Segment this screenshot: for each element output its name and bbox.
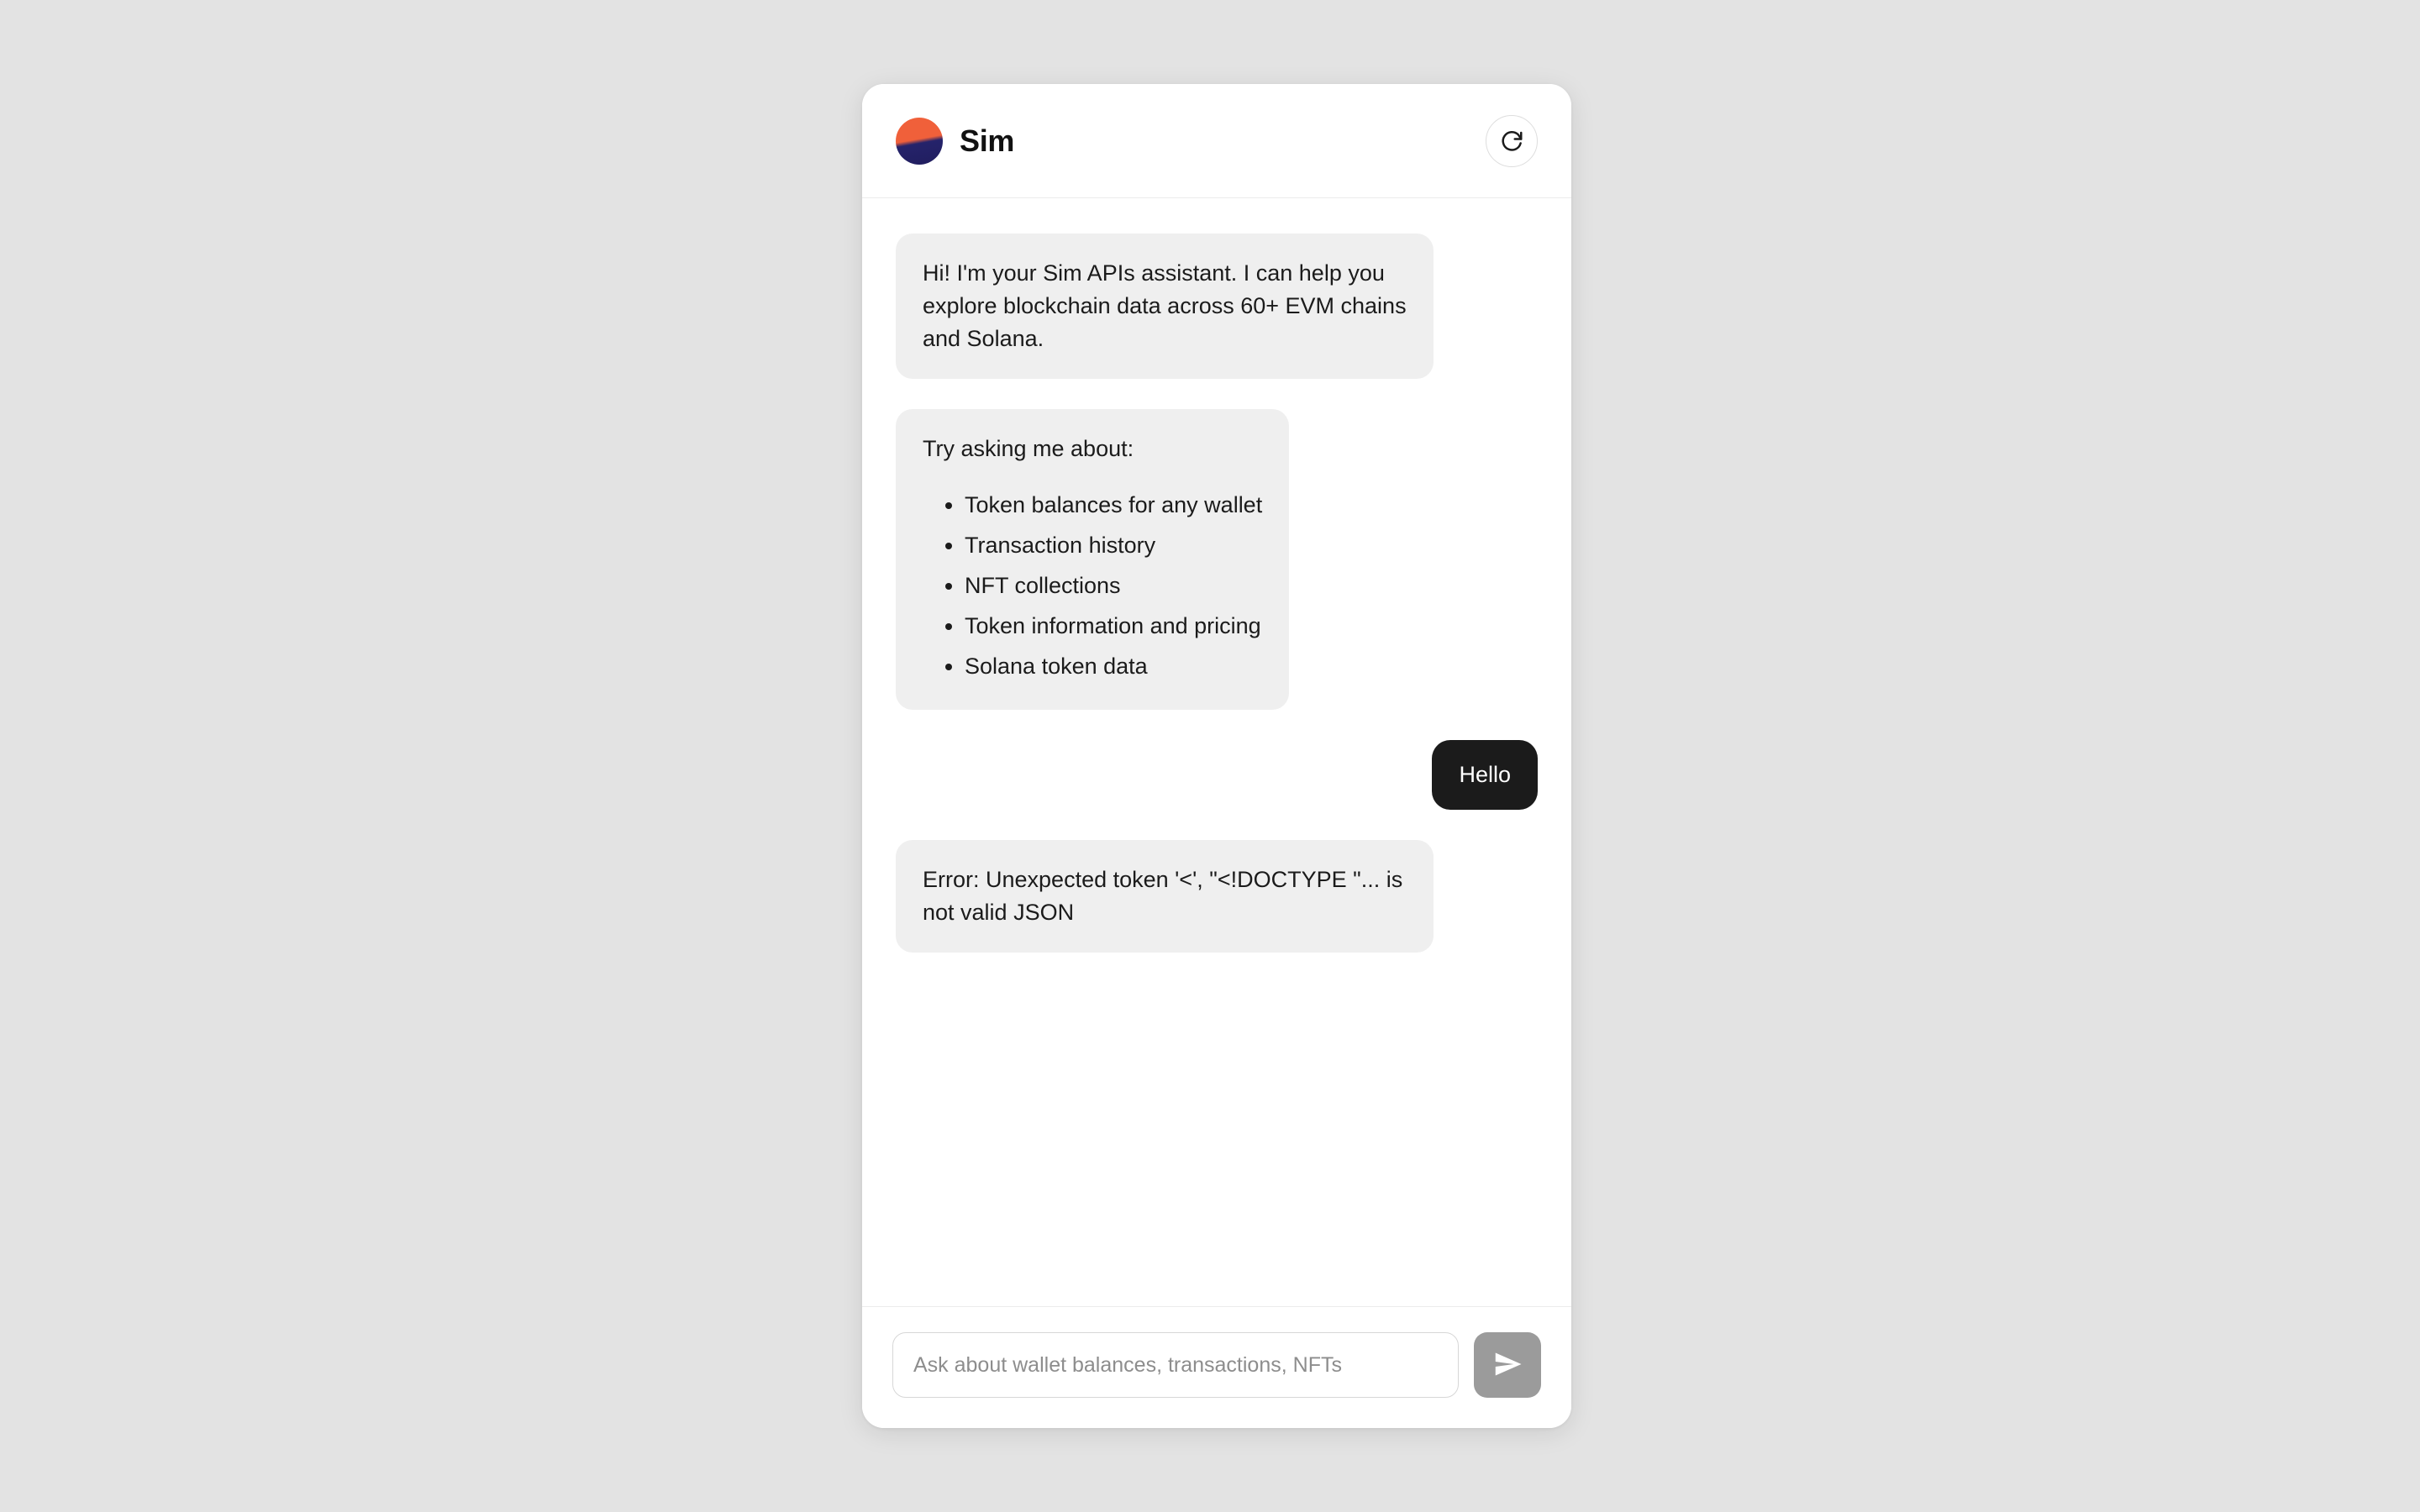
user-message-bubble: Hello	[1432, 740, 1538, 810]
suggestions-list	[923, 485, 1262, 686]
refresh-button[interactable]	[1486, 115, 1538, 167]
message-row	[896, 740, 1538, 810]
chat-widget-window	[862, 84, 1571, 1428]
message-row	[896, 840, 1538, 953]
bot-suggestions-bubble	[896, 409, 1289, 709]
message-input[interactable]	[892, 1332, 1459, 1398]
message-row	[896, 234, 1538, 379]
message-row	[896, 409, 1538, 709]
refresh-icon	[1499, 129, 1524, 154]
list-item: • NFT collections	[965, 565, 1262, 606]
sim-logo-icon	[896, 118, 943, 165]
chat-header	[862, 84, 1571, 198]
brand	[896, 118, 1014, 165]
send-paper-plane-icon	[1492, 1349, 1523, 1382]
app-title: Sim	[960, 123, 1015, 158]
list-item: • Transaction history	[965, 525, 1262, 565]
list-item: • Token balances for any wallet	[965, 485, 1262, 525]
bot-message-bubble: Hi! I'm your Sim APIs assistant. I can help you explore blockchain data across 60+ EVM chains and Solana.	[896, 234, 1434, 379]
message-list	[862, 198, 1571, 1306]
list-item: • Solana token data	[965, 646, 1262, 686]
list-item: • Token information and pricing	[965, 606, 1262, 646]
bot-error-bubble: Error: Unexpected token '<', "<!DOCTYPE "... is not valid JSON	[896, 840, 1434, 953]
composer	[862, 1306, 1571, 1428]
send-button[interactable]	[1474, 1332, 1541, 1398]
suggestions-title: Try asking me about:	[923, 436, 1134, 462]
